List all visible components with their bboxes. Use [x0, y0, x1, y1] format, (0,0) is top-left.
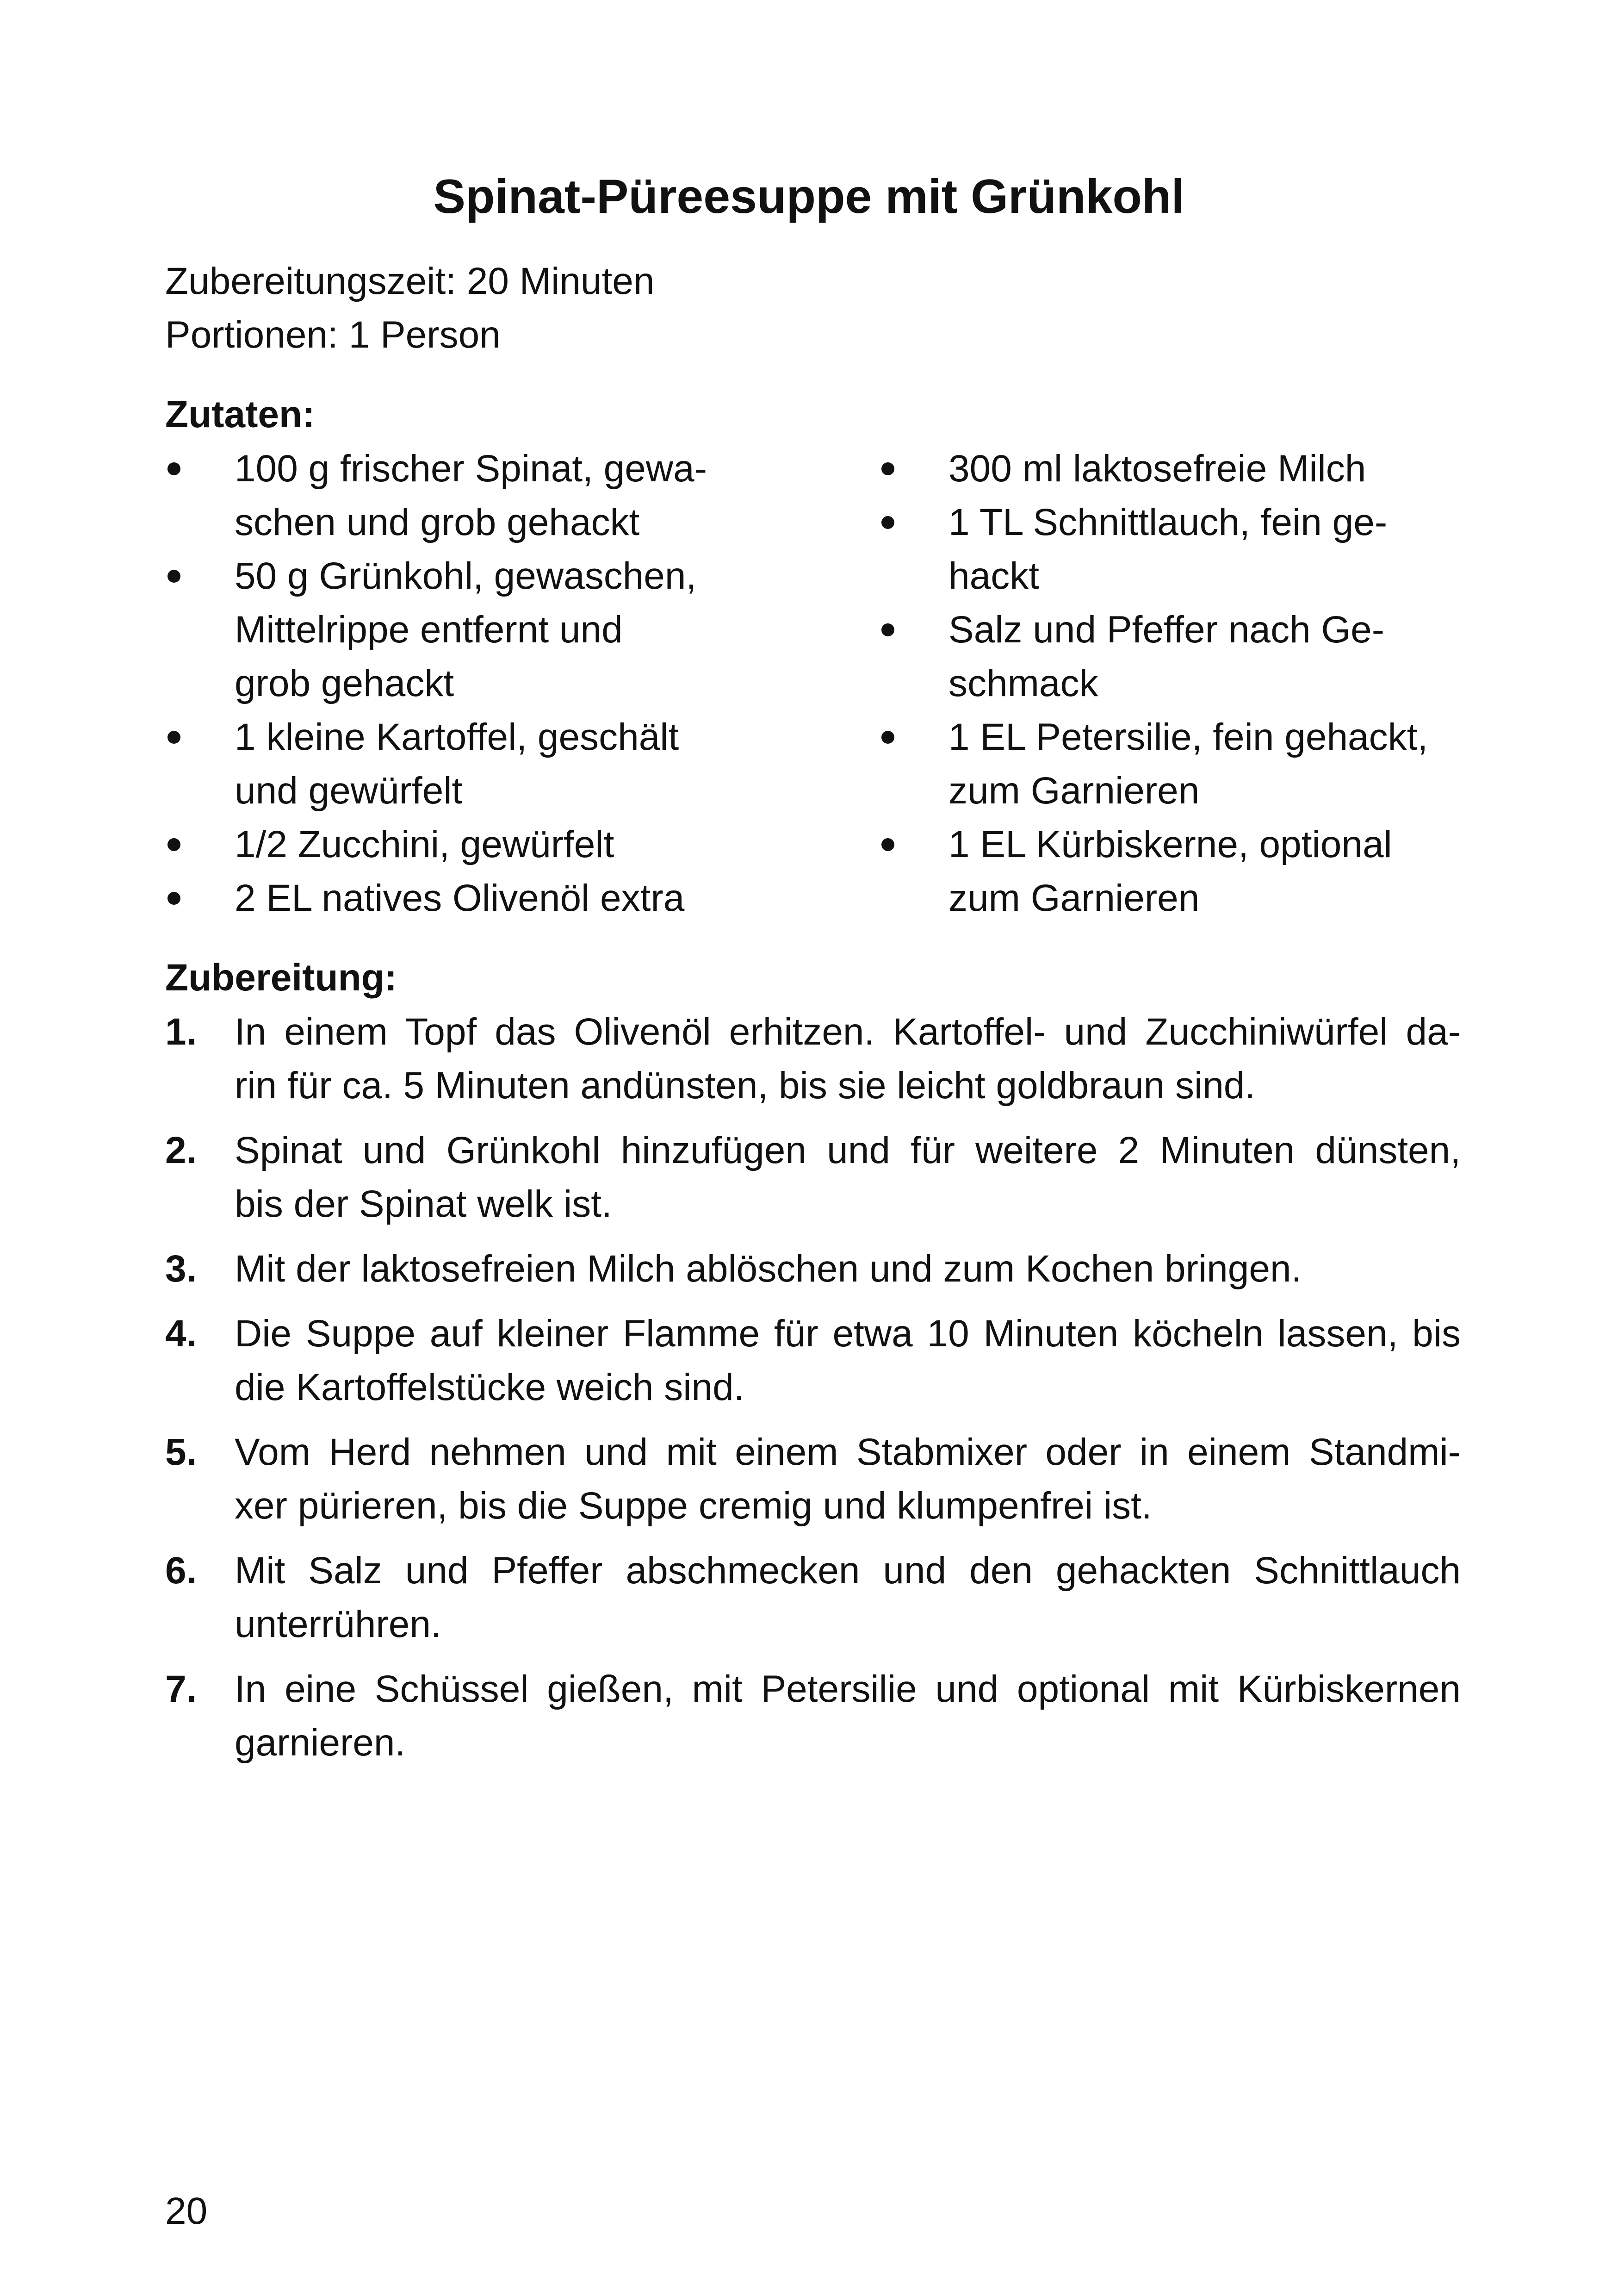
bullet-icon	[167, 462, 180, 475]
ingredients-list-right	[879, 442, 1481, 925]
bullet-icon	[881, 623, 894, 636]
recipe-meta	[165, 255, 655, 362]
ingredient-item: 1 EL Petersilie, fein gehackt, zum Garnieren	[879, 710, 1481, 818]
ingredient-item: 1 kleine Kartoffel, geschält und gewürfelt	[165, 710, 767, 818]
step-number: 3.	[165, 1248, 197, 1290]
bullet-icon	[167, 731, 180, 744]
ingredient-item: 1 TL Schnittlauch, fein ge- hackt	[879, 496, 1481, 603]
step-item: 6. Mit Salz und Pfeffer abschmecken und den gehackten Schnittlauch unterrühren.	[165, 1544, 1461, 1651]
bullet-icon	[881, 462, 894, 475]
step-item: 7. In eine Schüssel gießen, mit Petersilie und optional mit Kürbiskernen garnieren.	[165, 1662, 1461, 1770]
step-item: 4. Die Suppe auf kleiner Flamme für etwa 10 Minuten köcheln lassen, bis die Kartoffelstücke weich sind.	[165, 1307, 1461, 1414]
recipe-title: Spinat-Püreesuppe mit Grünkohl	[433, 170, 1185, 224]
bullet-icon	[167, 892, 180, 905]
ingredients-heading: Zutaten:	[165, 393, 315, 436]
ingredient-item: 50 g Grünkohl, gewaschen, Mittelrippe entfernt und grob gehackt	[165, 549, 767, 710]
step-number: 6.	[165, 1549, 197, 1592]
bullet-icon	[881, 516, 894, 529]
prep-time: Zubereitungszeit: 20 Minuten	[165, 260, 655, 302]
ingredient-item: 300 ml laktosefreie Milch	[879, 442, 1481, 496]
bullet-icon	[167, 570, 180, 583]
step-number: 5.	[165, 1431, 197, 1473]
step-item: 3. Mit der laktosefreien Milch ablöschen und zum Kochen bringen.	[165, 1242, 1461, 1296]
step-number: 1.	[165, 1011, 197, 1053]
ingredients-list-left	[165, 442, 767, 925]
bullet-icon	[881, 838, 894, 851]
step-item: 2. Spinat und Grünkohl hinzufügen und für weitere 2 Minuten dünsten, bis der Spinat welk ist.	[165, 1124, 1461, 1231]
step-number: 4.	[165, 1313, 197, 1355]
ingredient-item: Salz und Pfeffer nach Ge- schmack	[879, 603, 1481, 710]
preparation-heading: Zubereitung:	[165, 957, 397, 999]
step-number: 2.	[165, 1129, 197, 1171]
bullet-icon	[167, 838, 180, 851]
ingredient-item: 1/2 Zucchini, gewürfelt	[165, 818, 767, 871]
portions: Portionen: 1 Person	[165, 314, 501, 356]
page-number: 20	[165, 2190, 208, 2232]
preparation-steps	[165, 1005, 1461, 1781]
bullet-icon	[881, 731, 894, 744]
step-item: 5. Vom Herd nehmen und mit einem Stabmixer oder in einem Standmi- xer pürieren, bis die Suppe cremig und klumpenfrei ist.	[165, 1425, 1461, 1533]
step-number: 7.	[165, 1668, 197, 1710]
ingredient-item: 100 g frischer Spinat, gewa- schen und grob gehackt	[165, 442, 767, 549]
step-item: 1. In einem Topf das Olivenöl erhitzen. Kartoffel- und Zucchiniwürfel da- rin für ca. 5 Minuten andünsten, bis sie leicht goldbraun sind.	[165, 1005, 1461, 1113]
ingredient-item: 1 EL Kürbiskerne, optional zum Garnieren	[879, 818, 1481, 925]
ingredient-item: 2 EL natives Olivenöl extra	[165, 871, 767, 925]
